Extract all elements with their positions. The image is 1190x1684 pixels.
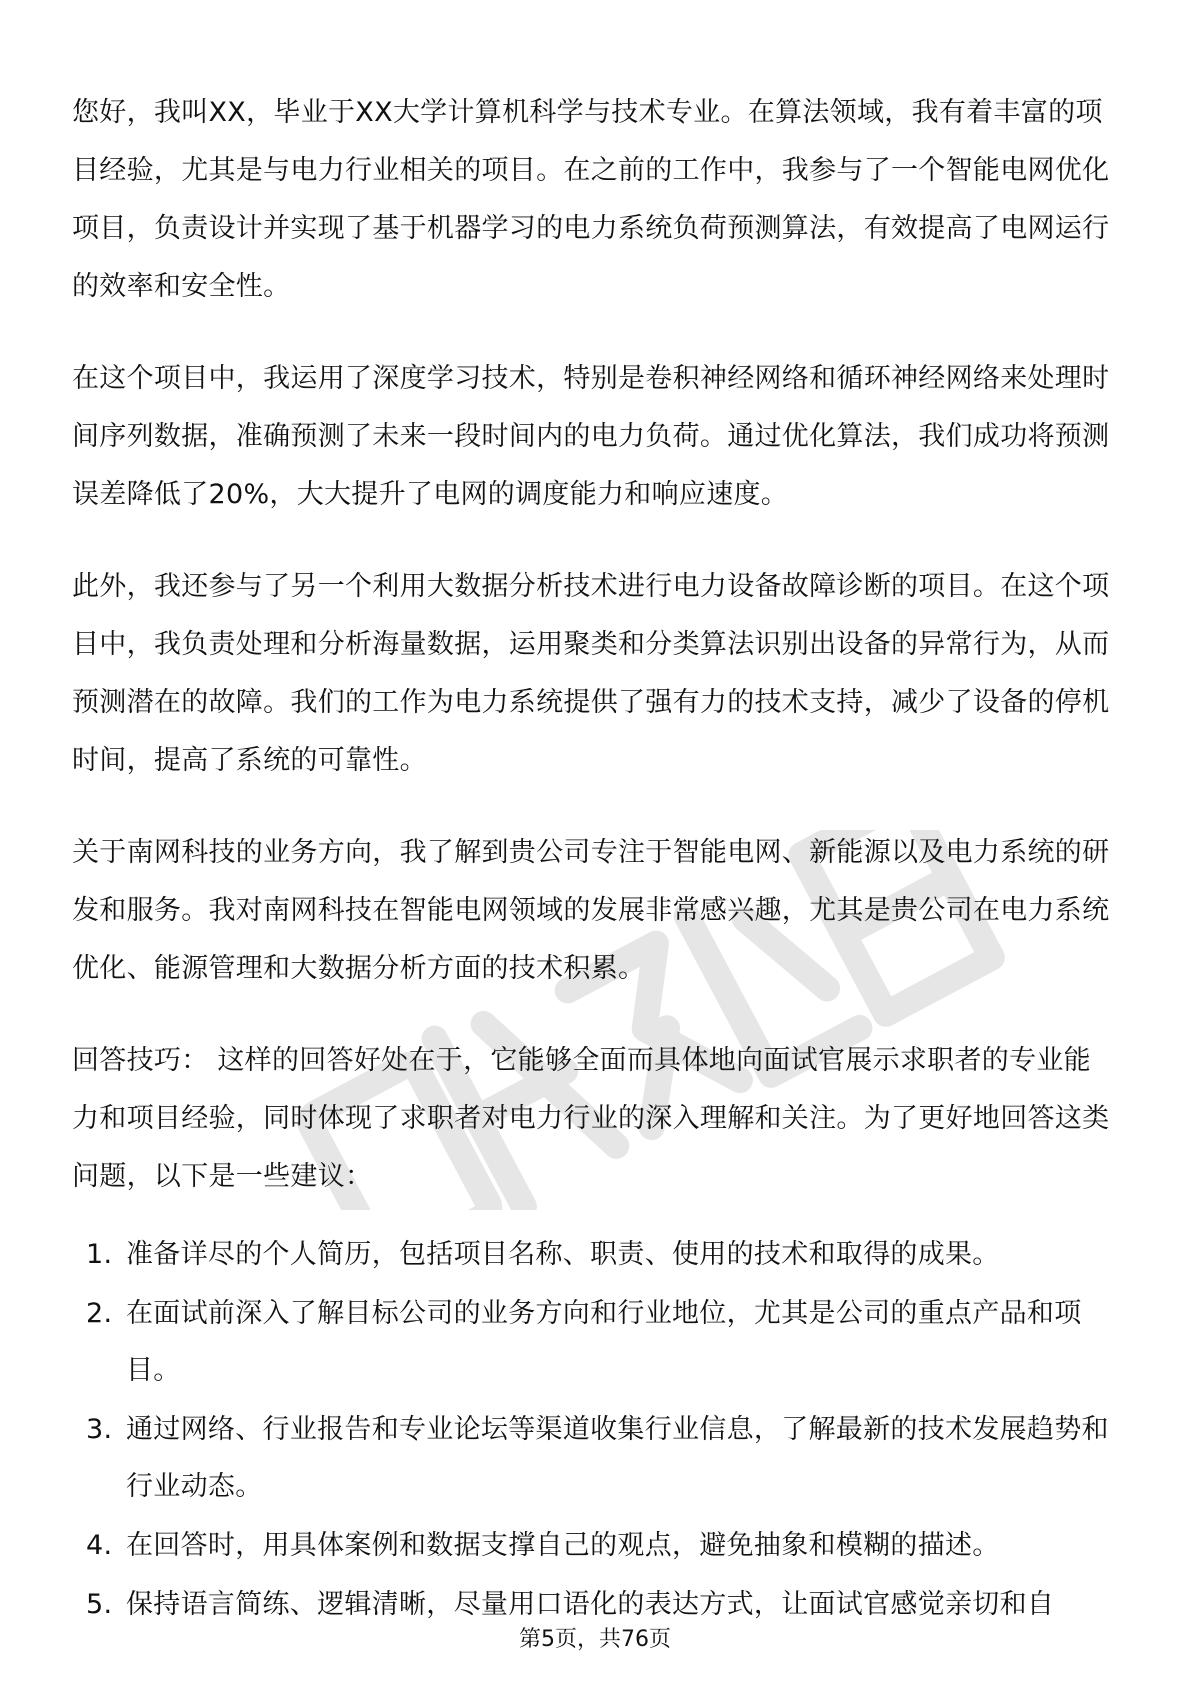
list-item-number: 5.: [86, 1589, 113, 1620]
list-item: [72, 1285, 1118, 1399]
list-item: [72, 1517, 1118, 1574]
list-item-text: 保持语言简练、逻辑清晰，尽量用口语化的表达方式，让面试官感觉亲切和自: [126, 1589, 1055, 1620]
paragraph-intro: 您好，我叫XX，毕业于XX大学计算机科学与技术专业。在算法领域，我有着丰富的项目经验，尤其是与电力行业相关的项目。在之前的工作中，我参与了一个智能电网优化项目，负责设计并实现了基于机器学习的电力系统负荷预测算法，有效提高了电网运行的效率和安全性。: [72, 97, 1110, 302]
list-item-text: 准备详尽的个人简历，包括项目名称、职责、使用的技术和取得的成果。: [126, 1239, 1000, 1270]
paragraph-company-interest: 关于南网科技的业务方向，我了解到贵公司专注于智能电网、新能源以及电力系统的研发和服务。我对南网科技在智能电网领域的发展非常感兴趣，尤其是贵公司在电力系统优化、能源管理和大数据分析方面的技术积累。: [72, 837, 1110, 984]
list-item-number: 2.: [86, 1298, 113, 1329]
list-item-text: 在回答时，用具体案例和数据支撑自己的观点，避免抽象和模糊的描述。: [126, 1530, 1000, 1561]
tips-list: [72, 1226, 1118, 1633]
list-item-number: 1.: [86, 1239, 113, 1270]
list-item-number: 4.: [86, 1530, 113, 1561]
document-body: [72, 84, 1118, 1635]
paragraph-project-big-data: 此外，我还参与了另一个利用大数据分析技术进行电力设备故障诊断的项目。在这个项目中，我负责处理和分析海量数据，运用聚类和分类算法识别出设备的异常行为，从而预测潜在的故障。我们的工作为电力系统提供了强有力的技术支持，减少了设备的停机时间，提高了系统的可靠性。: [72, 571, 1110, 776]
list-item-text: 在面试前深入了解目标公司的业务方向和行业地位，尤其是公司的重点产品和项目。: [126, 1298, 1082, 1386]
list-item-number: 3.: [86, 1414, 113, 1445]
page-number: 第5页，共76页: [519, 1627, 671, 1652]
list-item: [72, 1401, 1118, 1515]
list-item-text: 通过网络、行业报告和专业论坛等渠道收集行业信息，了解最新的技术发展趋势和行业动态。: [126, 1414, 1109, 1502]
paragraph-answer-tips: 回答技巧： 这样的回答好处在于，它能够全面而具体地向面试官展示求职者的专业能力和项目经验，同时体现了求职者对电力行业的深入理解和关注。为了更好地回答这类问题，以下是一些建议：: [72, 1045, 1110, 1192]
list-item: [72, 1226, 1118, 1283]
paragraph-project-deep-learning: 在这个项目中，我运用了深度学习技术，特别是卷积神经网络和循环神经网络来处理时间序列数据，准确预测了未来一段时间内的电力负荷。通过优化算法，我们成功将预测误差降低了20%，大大提升了电网的调度能力和响应速度。: [72, 363, 1110, 510]
